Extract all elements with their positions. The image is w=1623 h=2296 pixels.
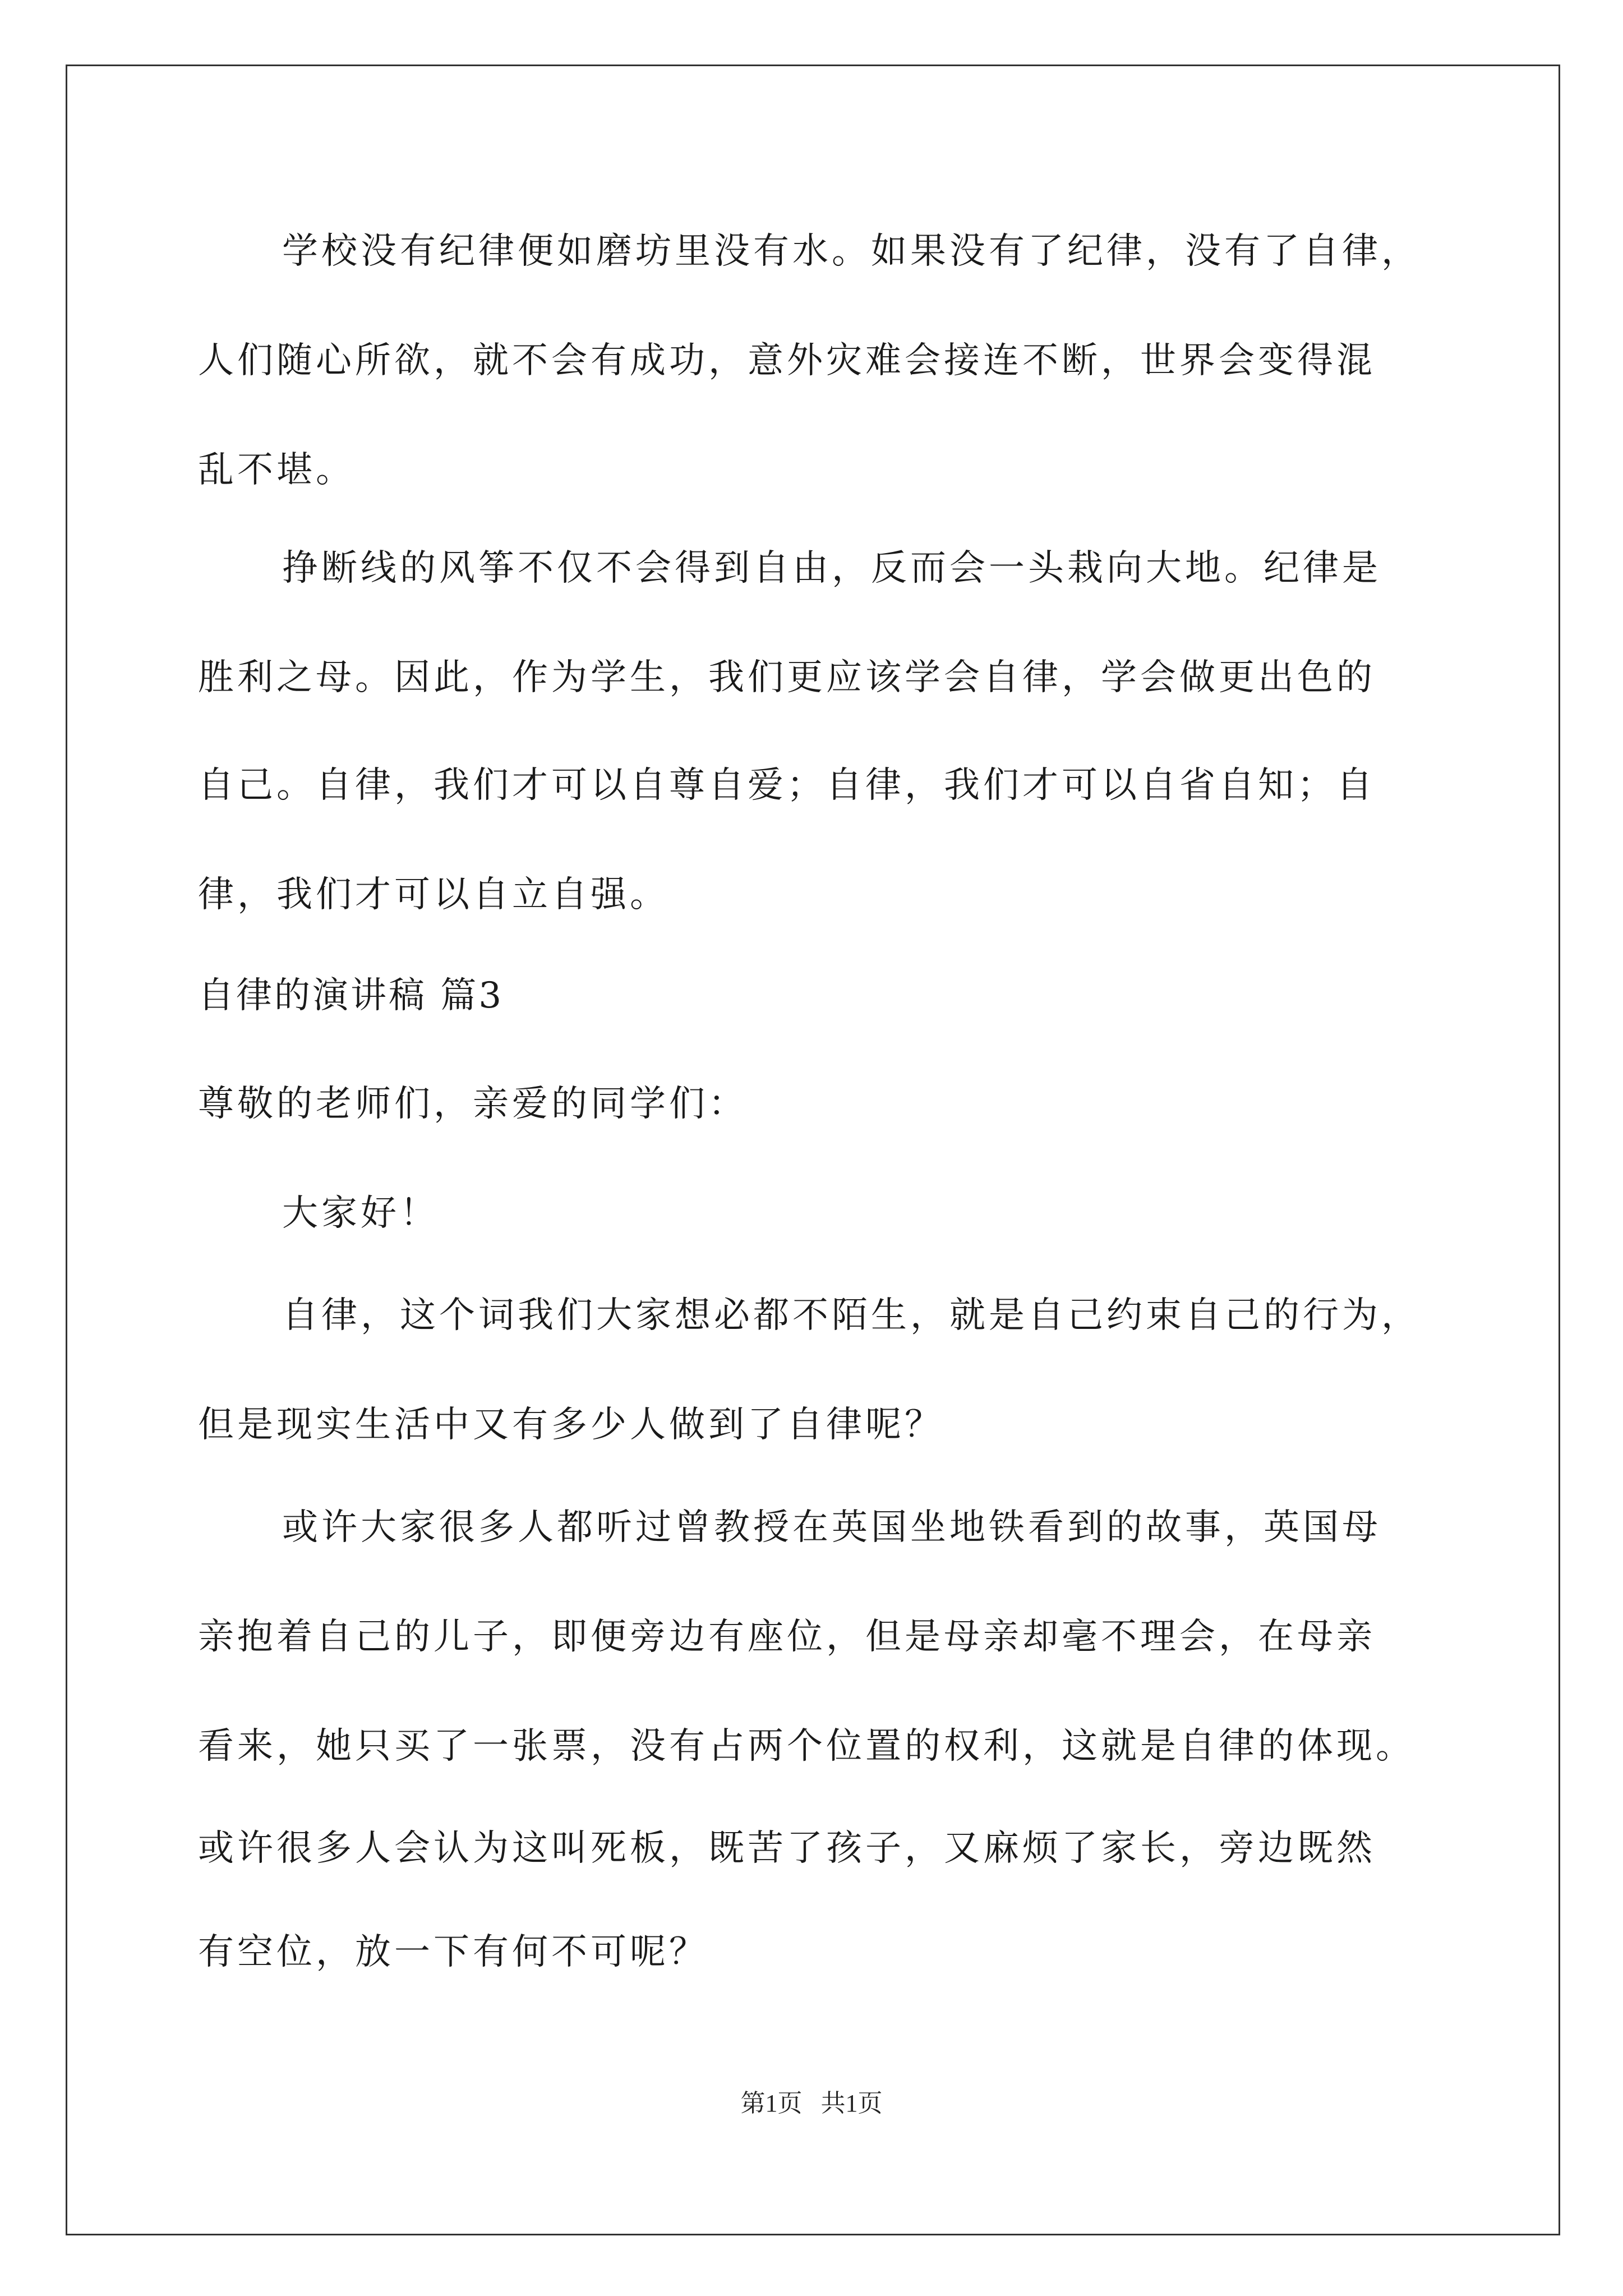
paragraph-1-line-2: 人们随心所欲，就不会有成功，意外灾难会接连不断，世界会变得混 xyxy=(198,340,1376,381)
salutation: 尊敬的老师们，亲爱的同学们： xyxy=(198,1083,748,1125)
paragraph-4-line-5: 有空位，放一下有何不可呢？ xyxy=(198,1931,708,1973)
paragraph-4-line-4: 或许很多人会认为这叫死板，既苦了孩子，又麻烦了家长，旁边既然 xyxy=(198,1828,1376,1869)
paragraph-2-line-4: 律，我们才可以自立自强。 xyxy=(198,874,669,915)
page-frame xyxy=(66,65,1560,2235)
paragraph-3-line-2: 但是现实生活中又有多少人做到了自律呢？ xyxy=(198,1404,944,1446)
greeting: 大家好！ xyxy=(282,1193,439,1234)
paragraph-2-line-3: 自己。自律，我们才可以自尊自爱；自律，我们才可以自省自知；自 xyxy=(198,765,1376,806)
paragraph-1-line-3: 乱不堪。 xyxy=(198,449,355,491)
paragraph-2-line-2: 胜利之母。因此，作为学生，我们更应该学会自律，学会做更出色的 xyxy=(198,657,1376,698)
paragraph-4-line-1: 或许大家很多人都听过曾教授在英国坐地铁看到的故事，英国母 xyxy=(282,1507,1381,1548)
paragraph-2-line-1: 挣断线的风筝不仅不会得到自由，反而会一头栽向大地。纪律是 xyxy=(282,547,1381,589)
paragraph-1-line-1: 学校没有纪律便如磨坊里没有水。如果没有了纪律，没有了自律， xyxy=(282,231,1421,272)
section-heading: 自律的演讲稿 篇3 xyxy=(198,975,504,1016)
paragraph-3-line-1: 自律，这个词我们大家想必都不陌生，就是自己约束自己的行为， xyxy=(282,1295,1421,1336)
paragraph-4-line-3: 看来，她只买了一张票，没有占两个位置的权利，这就是自律的体现。 xyxy=(198,1726,1415,1767)
paragraph-4-line-2: 亲抱着自己的儿子，即便旁边有座位，但是母亲却毫不理会，在母亲 xyxy=(198,1616,1376,1658)
page-footer: 第1页 共1页 xyxy=(740,2090,883,2117)
